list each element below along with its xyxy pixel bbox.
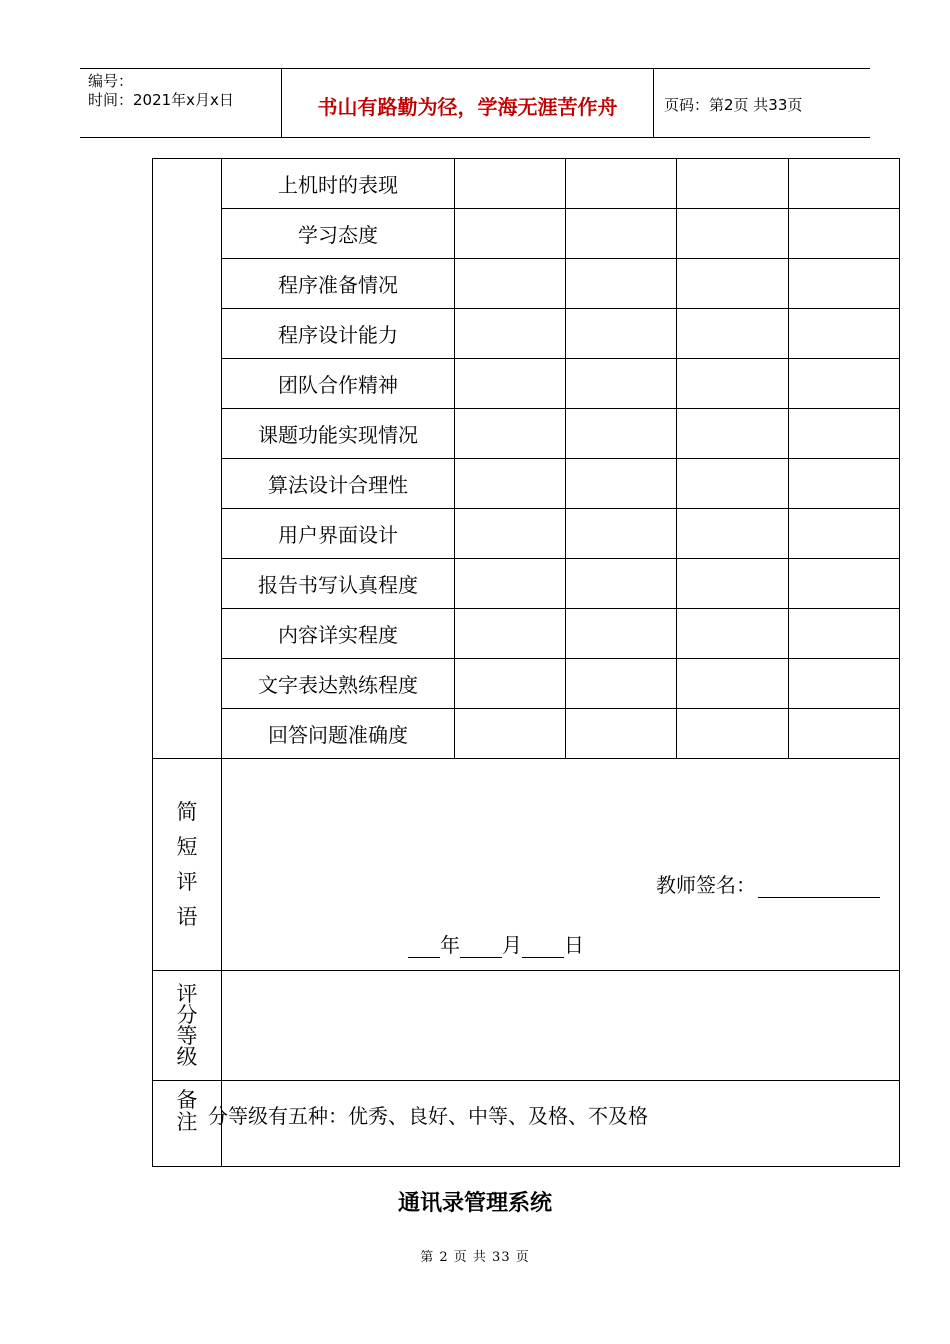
header-motto: 书山有路勤为径，学海无涯苦作舟	[317, 95, 618, 119]
day-blank[interactable]	[522, 939, 564, 958]
note-text: 分等级有五种：优秀、良好、中等、及格、不及格	[208, 1104, 648, 1128]
score-cell[interactable]	[566, 309, 677, 359]
score-cell[interactable]	[677, 709, 789, 759]
criterion-label: 算法设计合理性	[222, 459, 455, 509]
score-cell[interactable]	[566, 209, 677, 259]
score-cell[interactable]	[677, 609, 789, 659]
criterion-label: 课题功能实现情况	[222, 409, 455, 459]
grade-cell[interactable]	[222, 971, 900, 1081]
score-cell[interactable]	[677, 409, 789, 459]
criterion-label: 文字表达熟练程度	[222, 659, 455, 709]
criteria-row	[153, 409, 900, 459]
criterion-label: 报告书写认真程度	[222, 559, 455, 609]
score-cell[interactable]	[455, 609, 566, 659]
criterion-label: 用户界面设计	[222, 509, 455, 559]
evaluation-table	[152, 158, 900, 1167]
criteria-row	[153, 709, 900, 759]
score-cell[interactable]	[677, 359, 789, 409]
category-cell	[153, 159, 222, 759]
score-cell[interactable]	[677, 559, 789, 609]
brief-comment-label: 简 短 评 语	[153, 759, 222, 971]
criterion-label: 回答问题准确度	[222, 709, 455, 759]
score-cell[interactable]	[789, 409, 900, 459]
score-cell[interactable]	[455, 409, 566, 459]
signature-date	[408, 929, 584, 958]
criteria-row	[153, 659, 900, 709]
score-cell[interactable]	[455, 459, 566, 509]
month-blank[interactable]	[460, 939, 502, 958]
brief-comment-cell[interactable]	[222, 759, 900, 971]
day-label: 日	[564, 933, 584, 957]
score-cell[interactable]	[789, 709, 900, 759]
signature-line[interactable]	[758, 879, 880, 898]
page-footer: 第 2 页 共 33 页	[420, 1250, 530, 1265]
score-cell[interactable]	[677, 209, 789, 259]
score-cell[interactable]	[677, 259, 789, 309]
year-blank[interactable]	[408, 939, 440, 958]
score-cell[interactable]	[677, 509, 789, 559]
score-cell[interactable]	[566, 659, 677, 709]
year-label: 年	[440, 933, 460, 957]
score-cell[interactable]	[455, 259, 566, 309]
score-cell[interactable]	[455, 309, 566, 359]
page-header	[80, 68, 870, 138]
month-label: 月	[502, 933, 522, 957]
score-cell[interactable]	[455, 209, 566, 259]
criteria-row	[153, 559, 900, 609]
criterion-label: 团队合作精神	[222, 359, 455, 409]
score-cell[interactable]	[455, 559, 566, 609]
score-cell[interactable]	[677, 159, 789, 209]
score-cell[interactable]	[566, 609, 677, 659]
score-cell[interactable]	[789, 659, 900, 709]
score-cell[interactable]	[789, 459, 900, 509]
criteria-row	[153, 359, 900, 409]
score-cell[interactable]	[789, 159, 900, 209]
criteria-row	[153, 159, 900, 209]
score-cell[interactable]	[677, 309, 789, 359]
criterion-label: 学习态度	[222, 209, 455, 259]
header-divider	[653, 69, 654, 137]
criteria-row	[153, 259, 900, 309]
criterion-label: 程序设计能力	[222, 309, 455, 359]
criterion-label: 上机时的表现	[222, 159, 455, 209]
score-cell[interactable]	[789, 259, 900, 309]
criteria-row	[153, 309, 900, 359]
score-cell[interactable]	[455, 359, 566, 409]
grade-row	[153, 971, 900, 1081]
score-cell[interactable]	[455, 509, 566, 559]
score-cell[interactable]	[455, 709, 566, 759]
score-cell[interactable]	[455, 159, 566, 209]
criteria-row	[153, 459, 900, 509]
score-cell[interactable]	[789, 209, 900, 259]
score-cell[interactable]	[566, 359, 677, 409]
brief-comment-row	[153, 759, 900, 971]
criteria-row	[153, 609, 900, 659]
score-cell[interactable]	[566, 409, 677, 459]
criteria-row	[153, 209, 900, 259]
score-cell[interactable]	[566, 259, 677, 309]
score-cell[interactable]	[677, 459, 789, 509]
note-label: 备 注	[153, 1081, 222, 1167]
score-cell[interactable]	[566, 559, 677, 609]
score-cell[interactable]	[566, 509, 677, 559]
signature-label: 教师签名：	[656, 873, 756, 897]
score-cell[interactable]	[677, 659, 789, 709]
score-cell[interactable]	[455, 659, 566, 709]
score-cell[interactable]	[789, 309, 900, 359]
score-cell[interactable]	[789, 509, 900, 559]
score-cell[interactable]	[789, 609, 900, 659]
criteria-row	[153, 509, 900, 559]
teacher-signature	[656, 869, 880, 898]
score-cell[interactable]	[566, 709, 677, 759]
serial-number-label: 编号：	[88, 72, 134, 90]
time-label: 时间：2021年x月x日	[88, 91, 234, 109]
document-title: 通讯录管理系统	[397, 1190, 552, 1216]
score-cell[interactable]	[789, 559, 900, 609]
score-cell[interactable]	[566, 159, 677, 209]
score-cell[interactable]	[789, 359, 900, 409]
page-info: 页码：第2页 共33页	[664, 96, 803, 114]
score-cell[interactable]	[566, 459, 677, 509]
criterion-label: 程序准备情况	[222, 259, 455, 309]
criterion-label: 内容详实程度	[222, 609, 455, 659]
grade-label: 评 分 等 级	[153, 971, 222, 1081]
